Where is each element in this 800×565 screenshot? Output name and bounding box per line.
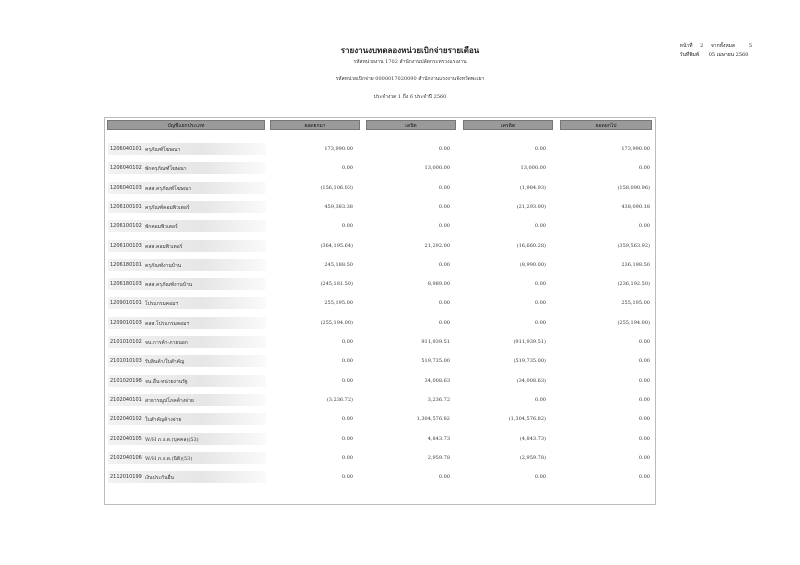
print-date: 05 เมษายน 2560: [708, 52, 749, 58]
account-code: 1206040103: [110, 184, 142, 191]
account-name: รับสินค้า/ใบสำคัญ: [145, 359, 185, 366]
account-cell: [108, 355, 266, 367]
opening-balance: 0.00: [341, 223, 353, 230]
account-code: 2101020198: [110, 377, 142, 384]
table-row: [105, 297, 655, 309]
disbursing-unit-line: รหัสหน่วยเบิกจ่าย 0000017020090 สำนักงานแรงงานจังหวัดพะเยา: [335, 76, 485, 82]
opening-balance: 0.00: [341, 358, 353, 365]
account-code: 1209010101: [110, 300, 142, 307]
page-label: หน้าที่: [679, 43, 693, 49]
account-name: โปรแกรมคอมฯ: [145, 301, 179, 308]
credit-amount: 13,000.00: [520, 165, 546, 172]
debit-amount: 911,939.51: [421, 339, 450, 345]
debit-amount: 0.00: [438, 203, 450, 210]
account-code: 1206100102: [110, 223, 142, 230]
closing-balance: 0.00: [638, 358, 650, 365]
table-row: [105, 452, 655, 464]
account-code: 2102040106: [110, 454, 142, 461]
credit-amount: (2,959.78): [519, 454, 546, 461]
account-name: คสส.โปรแกรมคอมฯ: [145, 320, 190, 327]
account-code: 2102040101: [110, 396, 142, 403]
debit-amount: 4,843.73: [427, 435, 450, 442]
debit-amount: 34,008.63: [424, 377, 450, 384]
credit-amount: 0.00: [534, 281, 546, 288]
table-row: [105, 394, 655, 406]
opening-balance: 0.00: [341, 416, 353, 423]
account-name: ครุภัณฑ์โฆษณา: [145, 147, 181, 153]
opening-balance: 0.00: [341, 435, 353, 442]
account-code: 1206100101: [110, 203, 142, 210]
header-debit: เดบิต: [366, 120, 456, 130]
header-opening: ยอดยกมา: [270, 120, 360, 130]
account-name: คสส.คอมพิวเตอร์: [145, 243, 183, 250]
account-code: 1206100103: [110, 242, 142, 249]
closing-balance: (255,194.00): [617, 319, 650, 326]
table-row: [105, 182, 655, 194]
credit-amount: (34,008.63): [516, 377, 546, 384]
credit-amount: (16,660.28): [516, 242, 546, 249]
closing-balance: (236,192.50): [617, 281, 650, 288]
closing-balance: 236,198.50: [621, 261, 650, 268]
debit-amount: 2,959.78: [427, 454, 450, 461]
account-cell: [108, 433, 266, 445]
header-closing: ยอดยกไป: [560, 120, 652, 130]
closing-balance: (359,563.92): [617, 242, 650, 249]
header-credit: เครดิต: [463, 120, 553, 130]
table-row: [105, 433, 655, 445]
closing-balance: 0.00: [638, 454, 650, 461]
account-code: 2102040105: [110, 435, 142, 442]
account-cell: [108, 452, 266, 464]
closing-balance: 173,990.00: [621, 146, 650, 152]
trial-balance-table: [104, 117, 656, 505]
account-name: คสส.ครุภัณฑ์โฆษณา: [145, 185, 192, 192]
print-date-label: วันที่พิมพ์: [679, 52, 700, 58]
account-cell: [108, 278, 266, 290]
credit-amount: 0.00: [534, 474, 546, 481]
account-name: คสส.ครุภัณฑ์งานบ้าน: [145, 282, 193, 289]
opening-balance: 0.00: [341, 474, 353, 481]
credit-amount: (21,293.00): [516, 203, 546, 210]
opening-balance: 245,188.50: [324, 261, 353, 268]
account-name: พักครุภัณฑ์โฆษณา: [145, 166, 187, 173]
closing-balance: 0.00: [638, 435, 650, 442]
account-name: W/H ภ.ง.ด.(นิติ)(53): [145, 455, 193, 462]
account-code: 2101010102: [110, 339, 142, 345]
closing-balance: 0.00: [638, 223, 650, 230]
credit-amount: (8,990.00): [519, 261, 546, 268]
opening-balance: 173,990.00: [324, 146, 353, 152]
print-date-line: [680, 51, 752, 60]
opening-balance: 0.00: [341, 339, 353, 345]
debit-amount: 8,989.00: [427, 281, 450, 288]
account-code: 1206040101: [110, 146, 142, 152]
credit-amount: (1,304,576.82): [508, 416, 546, 423]
debit-amount: 21,292.00: [424, 242, 450, 249]
table-row: [105, 336, 655, 348]
closing-balance: 0.00: [638, 165, 650, 172]
credit-amount: (519,735.00): [513, 358, 546, 365]
account-cell: [108, 317, 266, 329]
account-cell: [108, 201, 266, 213]
header-account: บัญชีแยกประเภท: [107, 120, 265, 130]
account-cell: [108, 182, 266, 194]
account-cell: [108, 394, 266, 406]
table-row: [105, 220, 655, 232]
account-name: เงินประกันอื่น: [145, 475, 174, 482]
agency-line: รหัสหน่วยงาน 1702 สำนักงานปลัดกระทรวงแรงงาน: [353, 59, 467, 65]
credit-amount: 0.00: [534, 146, 546, 152]
account-code: 1206180103: [110, 281, 142, 288]
period-line: ประจำงวด 1 ถึง 6 ประจำปี 2560: [373, 94, 447, 100]
debit-amount: 0.00: [438, 474, 450, 481]
table-row: [105, 278, 655, 290]
account-name: ครุภัณฑ์งานบ้าน: [145, 262, 182, 269]
table-row: [105, 143, 655, 155]
account-name: ใบสำคัญค้างจ่าย: [145, 417, 182, 424]
debit-amount: 0.00: [438, 319, 450, 326]
total-pages: 5: [748, 43, 752, 49]
account-name: W/H ภ.ง.ด.(บุคคล)(53): [145, 436, 199, 443]
closing-balance: 0.00: [638, 339, 650, 345]
closing-balance: 0.00: [638, 474, 650, 481]
account-code: 1206180101: [110, 261, 142, 268]
account-cell: [108, 375, 266, 387]
report-title: รายงานงบทดลองหน่วยเบิกจ่ายรายเดือน: [340, 45, 480, 55]
table-header: [107, 120, 653, 130]
account-cell: [108, 220, 266, 232]
closing-balance: 0.00: [638, 416, 650, 423]
credit-amount: 0.00: [534, 319, 546, 326]
page-number-line: [680, 42, 752, 51]
table-row: [105, 259, 655, 271]
opening-balance: (156,106.03): [320, 184, 353, 191]
debit-amount: 0.00: [438, 223, 450, 230]
opening-balance: 0.00: [341, 165, 353, 172]
closing-balance: 438,090.18: [621, 203, 650, 210]
table-row: [105, 355, 655, 367]
debit-amount: 13,000.00: [424, 165, 450, 172]
account-cell: [108, 297, 266, 309]
account-name: สาธารณูปโภคค้างจ่าย: [145, 397, 194, 404]
account-cell: [108, 259, 266, 271]
credit-amount: (1,984.93): [519, 184, 546, 191]
opening-balance: (364,195.64): [320, 242, 353, 249]
account-name: จน.การค้า-ภายนอก: [145, 340, 188, 346]
closing-balance: (158,090.96): [617, 184, 650, 191]
account-code: 2112010199: [110, 474, 142, 481]
credit-amount: (4,843.73): [519, 435, 546, 442]
account-cell: [108, 471, 266, 483]
account-code: 2102040102: [110, 416, 142, 423]
credit-amount: 0.00: [534, 396, 546, 403]
account-name: พักคอมพิวเตอร์: [145, 224, 178, 231]
table-row: [105, 375, 655, 387]
debit-amount: 0.00: [438, 184, 450, 191]
table-row: [105, 162, 655, 174]
account-cell: [108, 240, 266, 252]
debit-amount: 3,236.72: [427, 396, 450, 403]
opening-balance: (245,181.50): [320, 281, 353, 288]
account-name: จน.อื่น-หน่วยงานรัฐ: [145, 378, 188, 385]
credit-amount: 0.00: [534, 300, 546, 307]
credit-amount: (911,939.51): [513, 339, 546, 345]
table-row: [105, 471, 655, 483]
account-code: 1209010103: [110, 319, 142, 326]
opening-balance: (255,194.00): [320, 319, 353, 326]
account-code: 1206040102: [110, 165, 142, 172]
account-cell: [108, 413, 266, 425]
page-number: 2: [700, 43, 704, 49]
closing-balance: 0.00: [638, 377, 650, 384]
closing-balance: 0.00: [638, 396, 650, 403]
debit-amount: 0.00: [438, 146, 450, 152]
total-label: จากทั้งหมด: [710, 43, 736, 49]
opening-balance: 0.00: [341, 377, 353, 384]
account-cell: [108, 336, 266, 348]
table-row: [105, 413, 655, 425]
closing-balance: 255,195.00: [621, 300, 650, 307]
credit-amount: 0.00: [534, 223, 546, 230]
opening-balance: 255,195.00: [324, 300, 353, 307]
opening-balance: 0.00: [341, 454, 353, 461]
page-info: [680, 42, 752, 60]
table-row: [105, 317, 655, 329]
debit-amount: 0.00: [438, 300, 450, 307]
account-cell: [108, 143, 266, 155]
table-row: [105, 201, 655, 213]
opening-balance: (3,236.72): [326, 396, 353, 403]
debit-amount: 1,304,576.82: [416, 416, 450, 423]
account-code: 2101010103: [110, 358, 142, 365]
debit-amount: 519,735.00: [421, 358, 450, 365]
table-row: [105, 240, 655, 252]
account-cell: [108, 162, 266, 174]
account-name: ครุภัณฑ์คอมพิวเตอร์: [145, 204, 190, 211]
opening-balance: 459,383.38: [324, 203, 353, 210]
debit-amount: 0.00: [438, 261, 450, 268]
